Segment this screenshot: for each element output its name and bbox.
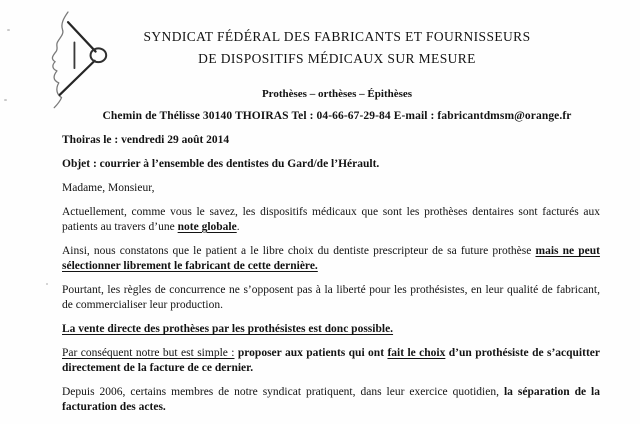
paragraph-libre-choix [62,244,600,274]
date-line: Thoiras le : vendredi 29 août 2014 [62,134,230,146]
p5-bold2: d’un prothésiste de s’acquitter directement de la facture de ce dernier. [62,347,600,374]
p5-bold1: proposer aux patients qui ont [234,347,388,359]
p1-end: . [236,221,240,233]
subject-line: Objet : courrier à l’ensemble des dentistes du Gard/de l’Hérault. [62,158,380,170]
p2-text: Ainsi, nous constatons que le patient a le libre choix du dentiste prescripteur de sa future prothèse [62,245,536,257]
p2-emphasis: mais ne peut sélectionner librement le fabricant de cette dernière. [62,245,600,272]
salutation: Madame, Monsieur, [62,182,155,194]
org-address: Chemin de Thélisse 30140 THOIRAS Tel : 04-66-67-29-84 E-mail : fabricantdmsm@orange.fr [102,110,572,122]
scan-speck [7,29,10,31]
p5-bold-underlined: fait le choix [387,347,446,359]
p5-underlined: Par conséquent notre but est simple : [62,347,235,359]
paragraph-concurrence: Pourtant, les règles de concurrence ne s’opposent pas à la liberté pour les prothésistes, en leur qualité de fabricant, de commercialiser leur production. [62,284,600,311]
org-title-line1: SYNDICAT FÉDÉRAL DES FABRICANTS ET FOURNISSEURS [143,29,531,44]
p1-text: Actuellement, comme vous le savez, les dispositifs médicaux que sont les prothèses dentaires sont facturés aux patients au travers d’une [62,206,600,233]
face-profile-logo [22,6,114,110]
org-subtitle: Prothèses – orthèses – Épithèses [261,88,413,100]
p6-bold: la séparation de la facturation des actes. [62,386,601,413]
letter-body [62,133,600,415]
p6-text: Depuis 2006, certains membres de notre syndicat pratiquent, dans leur exercice quotidien, [62,386,499,398]
paragraph-vente-directe: La vente directe des prothèses par les prothésistes est donc possible. [62,323,394,335]
scan-speck [46,283,48,285]
org-title-line2: DE DISPOSITIFS MÉDICAUX SUR MESURE [198,51,476,66]
p1-emphasis: note globale [177,221,237,233]
scan-speck [4,99,7,101]
paragraph-but-simple [62,346,600,376]
paragraph-note-globale [62,205,600,235]
paragraph-depuis-2006 [62,385,600,415]
